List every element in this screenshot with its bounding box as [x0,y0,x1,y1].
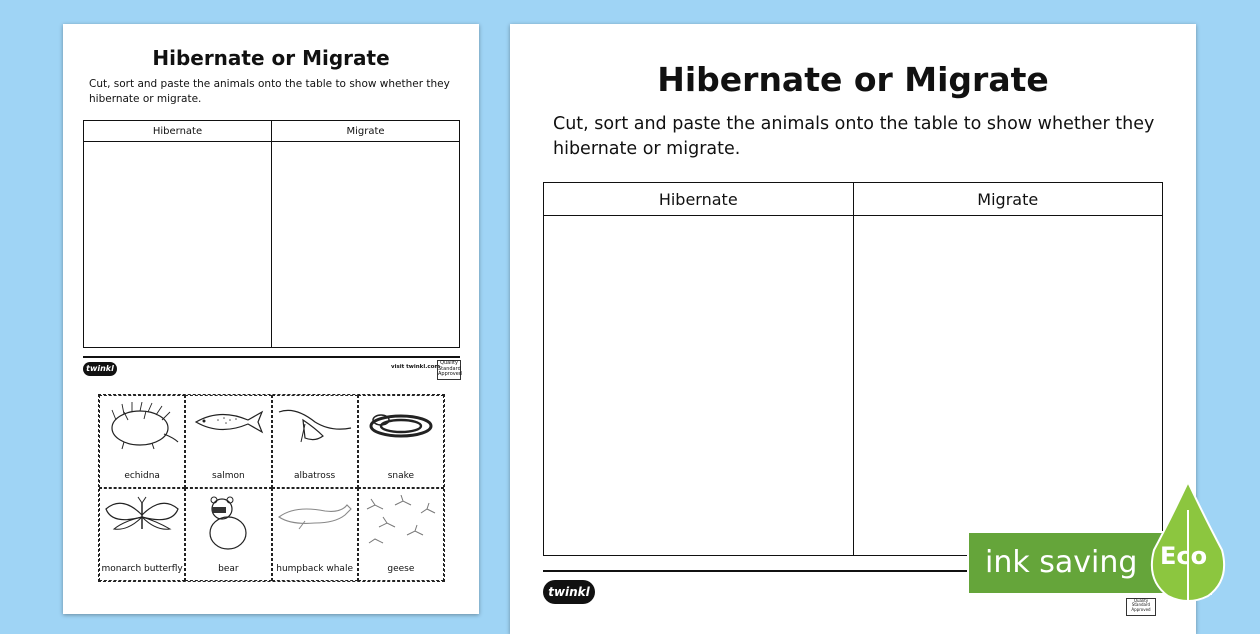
eco-label: Eco [1160,542,1208,570]
salmon-icon [190,402,266,442]
column-header-migrate: Migrate [272,121,460,142]
hibernate-cell [544,216,854,556]
card-label: monarch butterfly [101,564,183,575]
worksheet-instructions: Cut, sort and paste the animals onto the table to show whether they hibernate or migrate. [89,78,450,106]
card-geese [358,488,444,581]
card-label: geese [387,564,415,575]
sort-table [83,120,460,348]
migrate-cell [272,142,460,348]
ink-saving-label: ink saving [985,545,1138,580]
card-label: albatross [294,471,336,482]
worksheet-preview-small [63,24,479,614]
albatross-icon [275,402,355,448]
sort-table [543,182,1163,556]
migrate-cell [853,216,1163,556]
card-salmon [185,395,271,488]
echidna-icon [104,402,180,452]
card-label: salmon [212,471,245,482]
card-label: humpback whale [276,564,353,575]
card-humpback-whale [272,488,358,581]
bear-icon [198,495,258,551]
card-bear [185,488,271,581]
card-monarch-butterfly [99,488,185,581]
column-header-hibernate: Hibernate [84,121,272,142]
worksheet-title: Hibernate or Migrate [152,46,390,70]
worksheet-instructions: Cut, sort and paste the animals onto the table to show whether they hibernate or migrate. [553,114,1155,160]
card-label: bear [218,564,239,575]
quality-badge: Quality Standard Approved [1126,598,1156,616]
card-label: echidna [124,471,160,482]
column-header-hibernate: Hibernate [544,183,854,216]
card-snake [358,395,444,488]
geese-icon [361,495,441,551]
butterfly-icon [102,495,182,537]
snake-icon [361,402,441,448]
quality-badge: Quality Standard Approved [437,360,461,380]
hibernate-cell [84,142,272,348]
column-header-migrate: Migrate [853,183,1163,216]
card-label: snake [387,471,415,482]
worksheet-title: Hibernate or Migrate [657,60,1049,99]
twinkl-logo: twinkl [543,580,595,604]
card-echidna [99,395,185,488]
footer-divider [83,356,460,358]
whale-icon [275,495,355,535]
twinkl-logo: twinkl [83,362,117,376]
cut-out-cards [98,394,445,582]
card-albatross [272,395,358,488]
visit-link-text: visit twinkl.com [391,364,441,370]
